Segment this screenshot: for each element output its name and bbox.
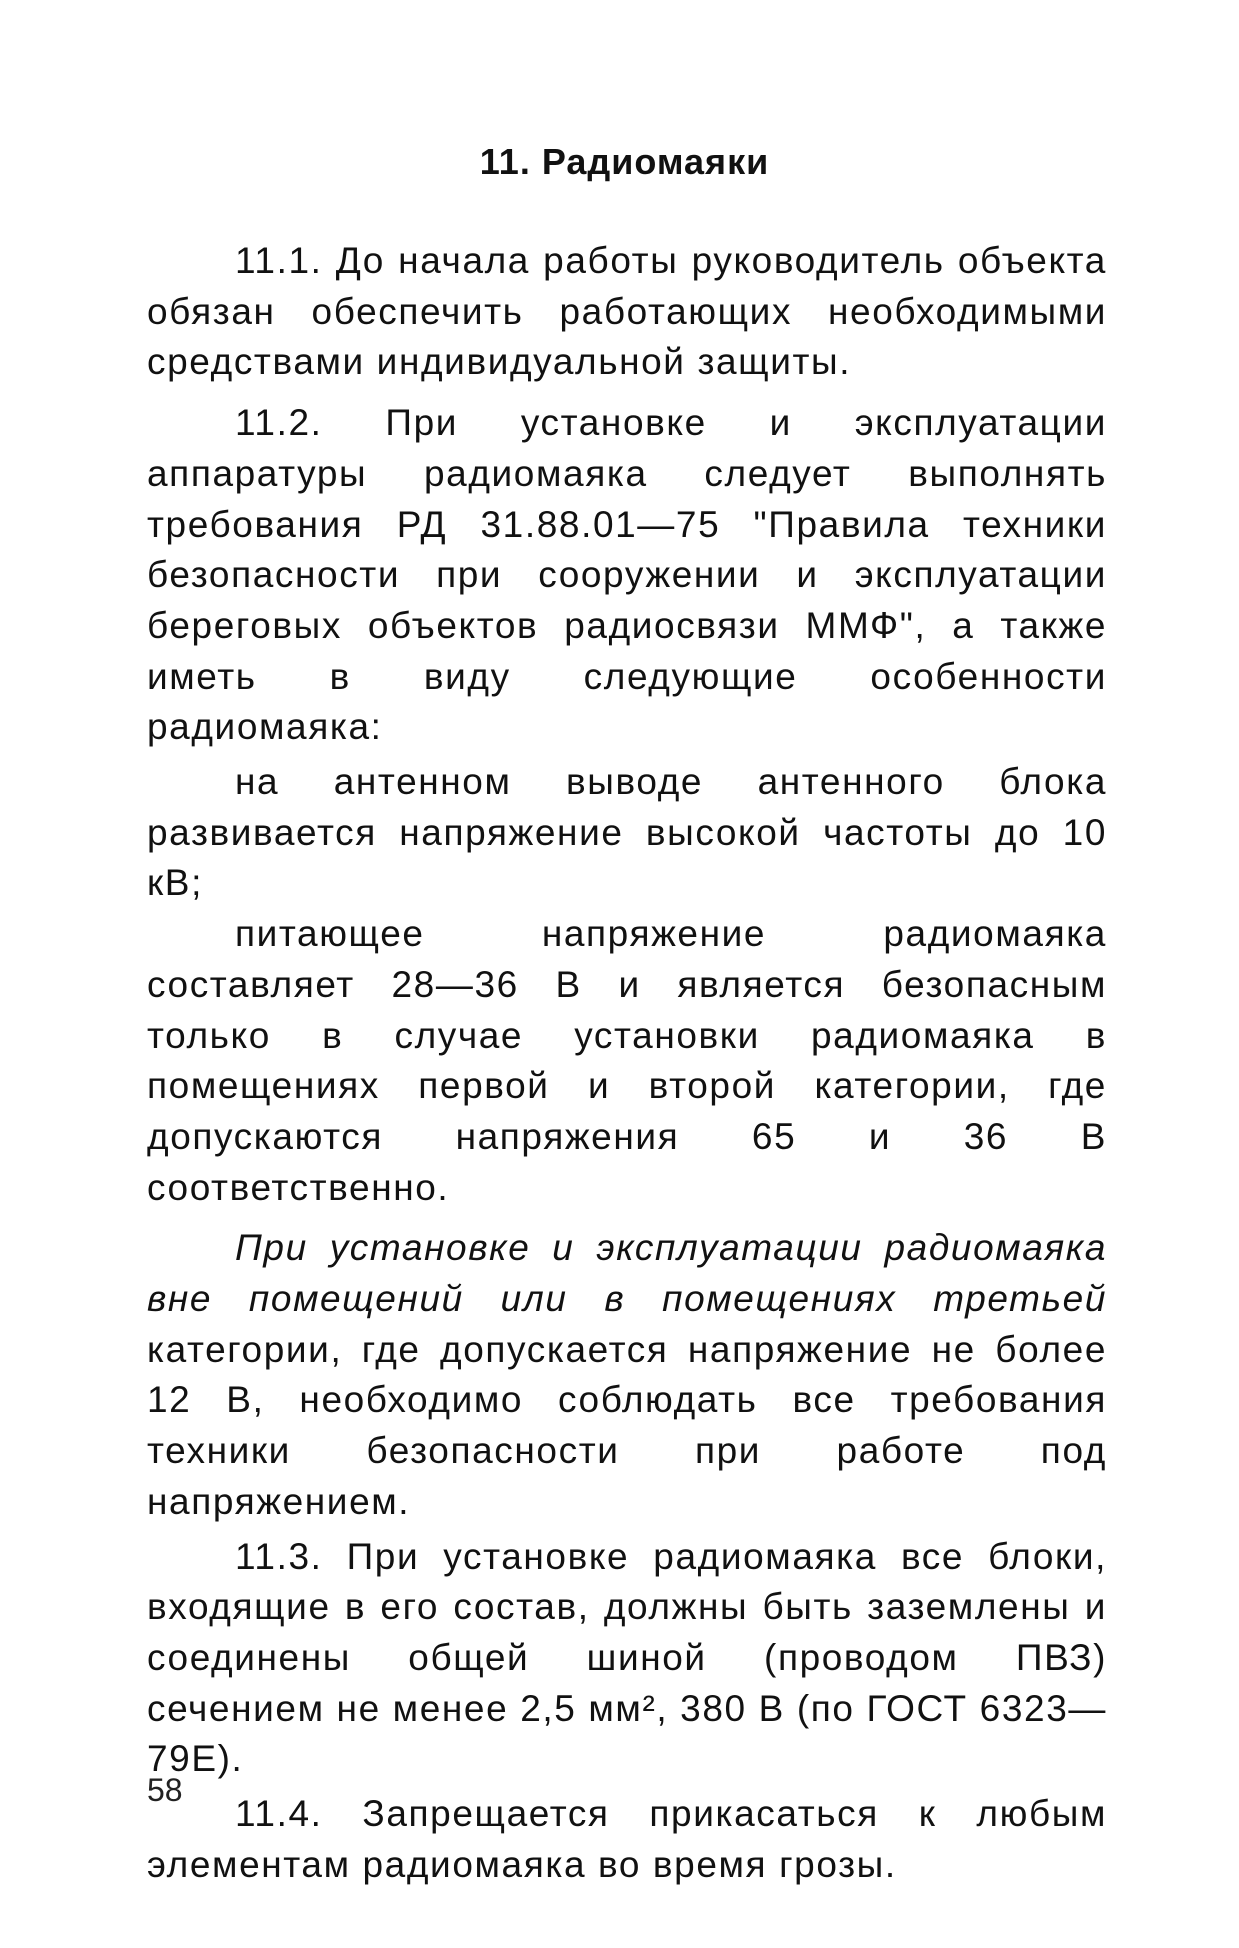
paragraph-outdoor-rest: категории, где допускается напряжение не более 12 В, необходимо соблюдать все требования техники безопасности при работе под напряжением. [147, 1328, 1107, 1522]
body-text [147, 236, 1107, 1891]
paragraph-11-1: 11.1. До начала работы руководитель объекта обязан обеспечить работающих необходимыми средствами индивидуальной защиты. [147, 240, 1107, 383]
paragraph-11-2: 11.2. При установке и эксплуатации аппаратуры радиомаяка следует выполнять требования РД 31.88.01—75 "Правила техники безопасности при сооружении и эксплуатации береговых объектов радиосвязи ММФ", а также иметь в виду следующие особенности радиомаяка: [147, 402, 1107, 748]
italic-fragment: При установке и эксплуатации радиомаяка вне помещений или в помещениях третьей [147, 1227, 1107, 1320]
page-number: 58 [147, 1772, 183, 1808]
paragraph-supply-voltage: питающее напряжение радиомаяка составляет 28—36 В и является безопасным только в случае установки радиомаяка в помещениях первой и второй категории, где допускаются напряжения 65 и 36 В соответственно. [147, 913, 1107, 1208]
paragraph-outdoor-installation [147, 1223, 1107, 1527]
section-heading: 11. Радиомаяки [479, 141, 770, 182]
paragraph-antenna-voltage: на антенном выводе антенного блока развивается напряжение высокой частоты до 10 кВ; [147, 761, 1107, 904]
paragraph-11-3: 11.3. При установке радиомаяка все блоки, входящие в его состав, должны быть заземлены и соединены общей шиной (проводом ПВЗ) сечением не менее 2,5 мм², 380 В (по ГОСТ 6323—79Е). [147, 1535, 1107, 1780]
paragraph-11-4: 11.4. Запрещается прикасаться к любым элементам радиомаяка во время грозы. [147, 1793, 1107, 1885]
